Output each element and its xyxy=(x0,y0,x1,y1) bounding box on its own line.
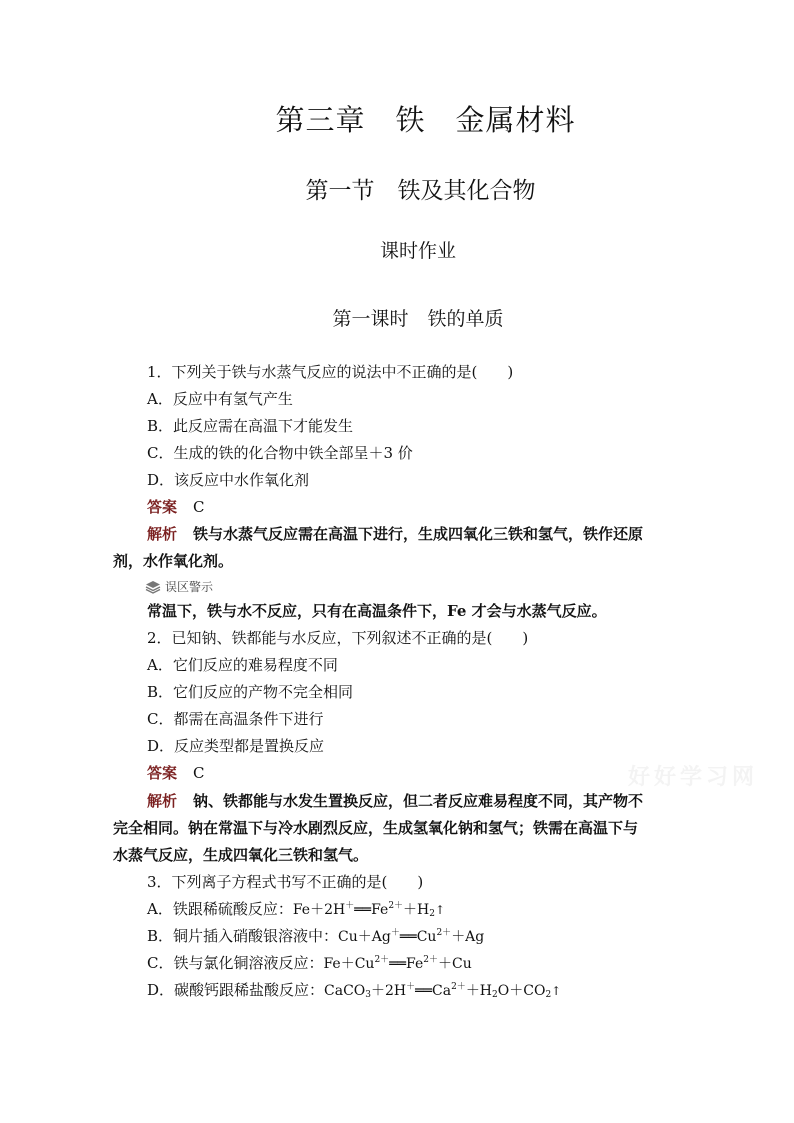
q1-option-a: A．反应中有氢气产生 xyxy=(147,390,293,408)
q1-stem: 1．下列关于铁与水蒸气反应的说法中不正确的是( ) xyxy=(147,363,514,381)
q1-option-c: C．生成的铁的化合物中铁全部呈＋3 价 xyxy=(147,444,413,462)
q1-warning-label: 误区警示 xyxy=(165,580,214,594)
q2-answer-value: C xyxy=(193,764,205,782)
q2-option-d: D．反应类型都是置换反应 xyxy=(147,737,325,755)
q3-equation-d: $CaCO_3+2H^+══Ca^{2+}+H_2O+CO_2↑$ xyxy=(324,982,562,1000)
q2-analysis-label: 解析 xyxy=(147,792,178,810)
chapter-title: 第三章 铁 金属材料 xyxy=(275,103,576,137)
q1-warning-heading xyxy=(145,578,213,595)
homework-title: 课时作业 xyxy=(379,240,456,262)
section-title: 第一节 铁及其化合物 xyxy=(305,178,536,204)
q3-equation-a: $Fe+2H^+══Fe^{2+}+H_2↑$ xyxy=(292,901,446,919)
q3-option-d: D．碳酸钙跟稀盐酸反应：$CaCO_3+2H^+══Ca^{2+}+H_2O+CO_2↑$ xyxy=(147,981,562,1000)
layers-icon xyxy=(145,580,161,594)
q1-option-d: D．该反应中水作氧化剂 xyxy=(147,471,310,489)
q3-option-a: A．铁跟稀硫酸反应：$Fe+2H^+══Fe^{2+}+H_2↑$ xyxy=(147,900,446,919)
q1-answer-label: 答案 xyxy=(147,498,178,516)
q2-option-c: C．都需在高温条件下进行 xyxy=(147,710,324,728)
watermark: 好好学习网 xyxy=(628,764,759,790)
q2-answer-label: 答案 xyxy=(147,764,178,782)
q2-option-a: A．它们反应的难易程度不同 xyxy=(147,656,338,674)
lesson-title: 第一课时 铁的单质 xyxy=(332,308,504,330)
q2-analysis-line3: 水蒸气反应，生成四氧化三铁和氢气。 xyxy=(113,846,369,864)
q3-option-b: B．铜片插入硝酸银溶液中：$Cu+Ag^+══Cu^{2+}+Ag$ xyxy=(147,927,485,945)
q1-option-b: B．此反应需在高温下才能发生 xyxy=(147,417,354,435)
q3-equation-c: $Fe+Cu^{2+}══Fe^{2+}+Cu$ xyxy=(323,955,472,972)
q1-answer-value: C xyxy=(193,498,205,516)
q2-analysis-line1: 解析 钠、铁都能与水发生置换反应，但二者反应难易程度不同，其产物不 xyxy=(147,792,644,810)
q1-warning-text: 常温下，铁与水不反应，只有在高温条件下，Fe 才会与水蒸气反应。 xyxy=(147,602,607,620)
q1-answer xyxy=(147,497,205,517)
q3-stem: 3．下列离子方程式书写不正确的是( ) xyxy=(147,873,424,891)
q3-equation-b: $Cu+Ag^+══Cu^{2+}+Ag$ xyxy=(338,928,485,945)
q2-analysis-line2: 完全相同。钠在常温下与冷水剧烈反应，生成氢氧化钠和氢气；铁需在高温下与 xyxy=(113,819,639,837)
q1-analysis-line2: 剂，水作氧化剂。 xyxy=(113,552,234,570)
q2-stem: 2．已知钠、铁都能与水反应，下列叙述不正确的是( ) xyxy=(147,629,529,647)
q2-answer xyxy=(147,763,205,783)
q1-analysis-label: 解析 xyxy=(147,525,178,543)
q2-option-b: B．它们反应的产物不完全相同 xyxy=(147,683,354,701)
q3-option-c: C．铁与氯化铜溶液反应：$Fe+Cu^{2+}══Fe^{2+}+Cu$ xyxy=(147,954,472,972)
q1-analysis-line1: 解析 铁与水蒸气反应需在高温下进行，生成四氧化三铁和氢气，铁作还原 xyxy=(147,525,644,543)
